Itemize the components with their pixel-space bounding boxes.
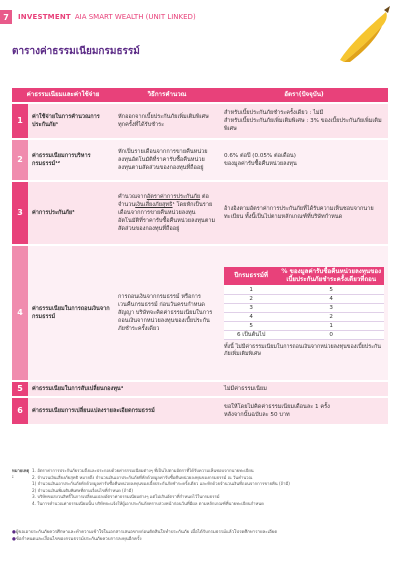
- table-row: [12, 140, 388, 180]
- sub-table-row: [224, 294, 384, 303]
- column-header-method: วิธีการคำนวณ: [114, 88, 220, 102]
- column-header-fee: ค่าธรรมเนียมและค่าใช้จ่าย: [12, 88, 114, 102]
- method-text: ¹ โดยหักเป็นรายเดือนจากการขายคืนหน่วยลงทุนอัตโนมัติที่ราคารับซื้อคืนหน่วยลงทุนตามสัดส่วนของกองทุนที่ถืออยู่: [118, 202, 216, 232]
- policy-year: 6 เป็นต้นไป: [224, 330, 278, 339]
- policy-year: 5: [224, 321, 278, 330]
- sub-table-row: [224, 285, 384, 294]
- footnotes-body: [32, 468, 290, 507]
- policy-year: 2: [224, 294, 278, 303]
- sub-header-policy-year: ปีกรมธรรม์ที่: [224, 267, 278, 285]
- footnote-item: 3. บริษัทขอสงวนสิทธิ์ในการเปลี่ยนแปลงอัตราค่าธรรมเนียมต่างๆ แต่ไม่เกินอัตราที่กำหนดไว้ในกรมธรรม์: [32, 494, 220, 499]
- fee-method: หักเป็นรายเดือนจากการขายคืนหน่วยลงทุนอัตโนมัติที่ราคารับซื้อคืนหน่วยลงทุนตามสัดส่วนของกองทุนที่ถืออยู่: [114, 140, 220, 180]
- fee-name: ค่าธรรมเนียมในการสับเปลี่ยนกองทุน⁴: [28, 382, 220, 396]
- rate-line: ขอให้โดยไม่คิดค่าธรรมเนียมเดือนละ 1 ครั้ง: [224, 404, 330, 410]
- rate-line: สำหรับเบี้ยประกันภัยเพิ่มเติมพิเศษ : 3% ของเบี้ยประกันภัยเพิ่มเติมพิเศษ: [224, 118, 382, 132]
- rate-line: อ้างอิงตามอัตราค่าการประกันภัยที่ได้รับความเห็นชอบจากนายทะเบียน ทั้งนี้เป็นไปตามหลักเกณฑ์ที่บริษัทกำหนด: [224, 206, 374, 220]
- footnote-item: 1) จำนวนเงินเอาประกันภัยหักด้วยมูลค่ารับซื้อคืนหน่วยลงทุนของเบี้ยประกันภัยชำระครั้งเดียว และหักด้วยจำนวนเงินที่ถอนจากการขายคืน (ถ้ามี): [32, 481, 290, 486]
- fee-percent: 1: [278, 321, 384, 330]
- table-row: [12, 104, 388, 138]
- row-number: 3: [12, 182, 28, 244]
- sub-table-row: [224, 330, 384, 339]
- fee-percent: 3: [278, 303, 384, 312]
- brand-label: INVESTMENT: [18, 13, 71, 21]
- fee-name: ค่าธรรมเนียมการเปลี่ยนแปลงรายละเอียดกรมธรรม์: [28, 398, 220, 424]
- fee-rate: [220, 104, 388, 138]
- sub-header-percent: % ของมูลค่ารับซื้อคืนหน่วยลงทุนของเบี้ยประกันภัยชำระครั้งเดียวที่ถอน: [278, 267, 384, 285]
- fee-name: ค่าธรรมเนียมในการถอนเงินจากกรมธรรม์: [28, 246, 114, 380]
- row-number: 2: [12, 140, 28, 180]
- sub-table-header: [224, 267, 384, 285]
- rate-line: ของมูลค่ารับซื้อคืนหน่วยลงทุน: [224, 161, 297, 167]
- sub-table-row: [224, 312, 384, 321]
- fee-method: การถอนเงินจากกรมธรรม์ หรือการเวนคืนกรมธรรม์ ก่อนวันครบกำหนดสัญญา บริษัทจะคิดค่าธรรมเนียมในการถอนเงินจากหน่วยลงทุนของเบี้ยประกันภัยชำระครั้งเดียว: [114, 246, 220, 380]
- fee-rate: [220, 246, 388, 380]
- fee-name: ค่าธรรมเนียมการบริหารกรมธรรม์¹²: [28, 140, 114, 180]
- fee-method: [114, 182, 220, 244]
- footnote-item: 4. ในการคำนวณค่าธรรมเนียมนั้น บริษัทจะแจ้งให้ผู้เอาประกันภัยทราบล่วงหน้าก่อนวันที่มีผล ตามหลักเกณฑ์ที่นายทะเบียนกำหนด: [32, 500, 264, 506]
- table-row: [12, 182, 388, 244]
- fee-rate: [220, 182, 388, 244]
- fee-name: ค่าใช้จ่ายในการคำนวณการประกันภัย¹: [28, 104, 114, 138]
- page-header: [0, 10, 196, 24]
- table-row: [12, 398, 388, 424]
- bullet-item: ● ข้อกำหนดและเงื่อนไขของกรมธรรม์ประกันภัยควบการลงทุนอีกครั้ง: [12, 536, 388, 543]
- fee-percent: 4: [278, 294, 384, 303]
- footnotes-label: หมายเหตุ :: [12, 468, 30, 479]
- page-number: 7: [0, 10, 12, 24]
- fee-rate: [220, 382, 388, 396]
- fee-table: [12, 86, 388, 426]
- table-row: [12, 246, 388, 380]
- sub-table-row: [224, 303, 384, 312]
- footnote-item: 2) จำนวนเงินเพิ่มเติมพิเศษที่ตามเงื่อนไขที่กำหนด (ถ้ามี): [32, 487, 133, 493]
- rate-line: สำหรับเบี้ยประกันภัยชำระครั้งเดียว : ไม่มี: [224, 110, 324, 116]
- withdrawal-fee-table: [224, 267, 384, 340]
- rate-line: ไม่มีค่าธรรมเนียม: [224, 386, 267, 392]
- footnote-item: 2. จำนวนเงินเสี่ยงภัยสุทธิ หมายถึง จำนวนเงินเอาประกันภัยที่หักด้วยมูลค่ารับซื้อคืนหน่วยลงทุนของกรมธรรม์ ณ วันคำนวณ: [32, 474, 253, 480]
- method-underlined: เงินเสี่ยงภัยสุทธิ: [135, 202, 173, 208]
- method-underlined: อัตราค่าการประกันภัย: [146, 194, 201, 200]
- disclaimer-bullets: [12, 529, 388, 543]
- bullet-item: ● ผู้ขอเอาประกันภัยควรศึกษาและทำความเข้าใจในเอกสารเสนอขายก่อนตัดสินใจทำประกันภัย เมื่อได้รับกรมธรรม์แล้วโปรดศึกษารายละเอียด: [12, 529, 388, 536]
- fee-percent: 5: [278, 285, 384, 294]
- row-number: 5: [12, 382, 28, 396]
- fee-percent: 0: [278, 330, 384, 339]
- policy-year: 3: [224, 303, 278, 312]
- fee-method: หักออกจากเบี้ยประกันภัยเพิ่มเติมพิเศษ ทุกครั้งที่ได้รับชำระ: [114, 104, 220, 138]
- withdrawal-note: ทั้งนี้ ไม่มีค่าธรรมเนียมในการถอนเงินจากหน่วยลงทุนของเบี้ยประกันภัยเพิ่มเติมพิเศษ: [224, 343, 381, 358]
- fee-percent: 2: [278, 312, 384, 321]
- fee-name: ค่าการประกันภัย³: [28, 182, 114, 244]
- method-text: ต่อจำนวน: [118, 194, 209, 208]
- fee-table-header: [12, 88, 388, 102]
- fee-rate: [220, 398, 388, 424]
- row-number: 6: [12, 398, 28, 424]
- method-text: คำนวณจาก: [118, 194, 147, 200]
- rate-line: 0.6% ต่อปี (0.05% ต่อเดือน): [224, 153, 296, 159]
- banana-illustration: [330, 4, 394, 68]
- column-header-rate: อัตรา(ปัจจุบัน): [220, 88, 388, 102]
- page-title: ตารางค่าธรรมเนียมกรมธรรม์: [12, 46, 140, 57]
- sub-table-row: [224, 321, 384, 330]
- fee-rate: [220, 140, 388, 180]
- rate-line: หลังจากนั้นฉบับละ 50 บาท: [224, 412, 290, 418]
- footnote-item: 1. อัตราค่าการประกันภัยรวมถึงและประกอบด้วยค่าธรรมเนียมต่างๆ ที่เป็นไปตามอัตราที่ได้รับความเห็นชอบจากนายทะเบียน: [32, 468, 254, 473]
- footnotes: [12, 468, 388, 507]
- row-number: 1: [12, 104, 28, 138]
- row-number: 4: [12, 246, 28, 380]
- policy-year: 1: [224, 285, 278, 294]
- table-row: [12, 382, 388, 396]
- product-name: AIA SMART WEALTH (UNIT LINKED): [74, 13, 196, 21]
- policy-year: 4: [224, 312, 278, 321]
